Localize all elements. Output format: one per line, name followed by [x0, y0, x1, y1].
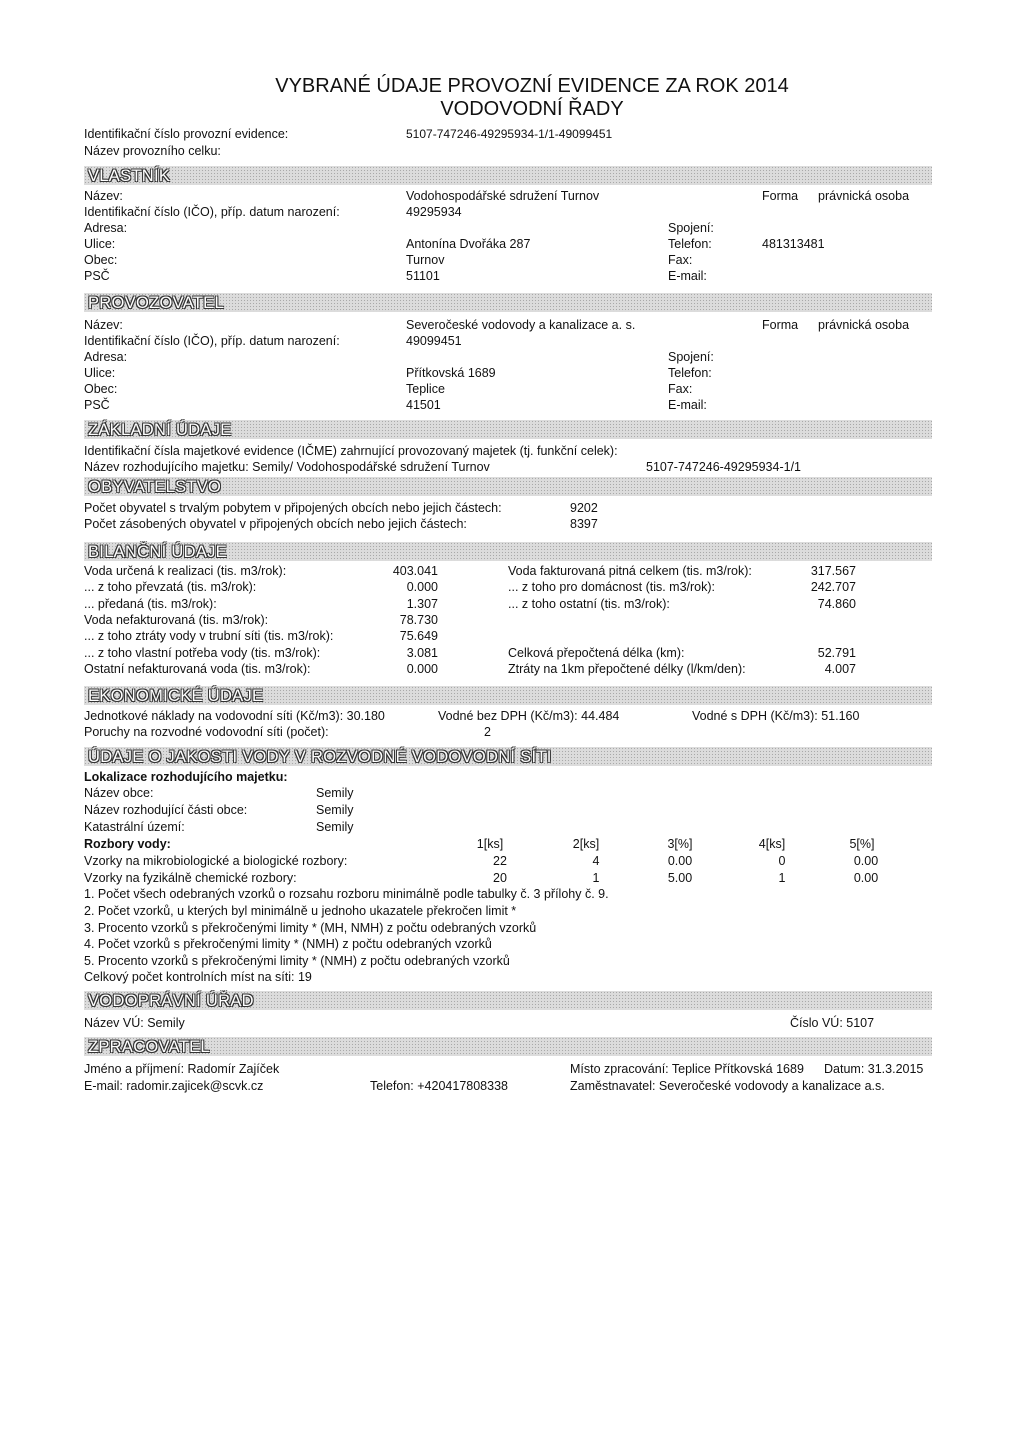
operator-address-label: Adresa: — [84, 350, 128, 364]
owner-zip-value: 51101 — [406, 269, 440, 283]
water-authority-number: Číslo VÚ: 5107 — [790, 1016, 875, 1030]
processor-phone: Telefon: +420417808338 — [370, 1079, 508, 1093]
balance-right-label: Celková přepočtená délka (km): — [508, 646, 685, 660]
balance-left-label: ... předaná (tis. m3/rok): — [84, 597, 217, 611]
evidence-id-label: Identifikační číslo provozní evidence: — [84, 127, 289, 141]
owner-street-value: Antonína Dvořáka 287 — [406, 237, 531, 251]
table-cell: 0.00 — [853, 871, 879, 885]
balance-right-value: 242.707 — [810, 580, 856, 594]
balance-left-value: 0.000 — [406, 580, 438, 594]
owner-city-value: Turnov — [406, 253, 445, 267]
operator-email-label: E-mail: — [668, 398, 707, 412]
owner-phone-value: 481313481 — [762, 237, 825, 251]
water-authority-name: Název VÚ: Semily — [84, 1016, 185, 1030]
balance-right-label: Ztráty na 1km přepočtené délky (l/km/den): — [508, 662, 746, 676]
table-header-col1: 1[ks] — [476, 837, 504, 851]
operator-ico-value: 49099451 — [406, 334, 462, 348]
operator-street-value: Přítkovská 1689 — [406, 366, 496, 380]
note-2: 2. Počet vzorků, u kterých byl minimálně u jednoho ukazatele překročen limit * — [84, 904, 517, 918]
owner-name-label: Název: — [84, 189, 123, 203]
section-bar-provozovatel — [84, 293, 932, 312]
balance-left-label: ... z toho vlastní potřeba vody (tis. m3/rok): — [84, 646, 321, 660]
owner-ico-label: Identifikační číslo (IČO), příp. datum narození: — [84, 205, 340, 219]
table-header-col5: 5[%] — [849, 837, 875, 851]
balance-left-value: 1.307 — [406, 597, 438, 611]
operator-zip-label: PSČ — [84, 398, 110, 412]
table-row-label: Vzorky na fyzikálně chemické rozbory: — [84, 871, 297, 885]
operator-street-label: Ulice: — [84, 366, 116, 380]
table-cell: 1 — [592, 871, 600, 885]
owner-zip-label: PSČ — [84, 269, 110, 283]
table-header-col3: 3[%] — [667, 837, 693, 851]
balance-right-label: Voda fakturovaná pitná celkem (tis. m3/rok): — [508, 564, 752, 578]
municipality-part-value: Semily — [316, 803, 354, 817]
municipality-value: Semily — [316, 786, 354, 800]
balance-right-value: 4.007 — [824, 662, 856, 676]
operator-name-label: Název: — [84, 318, 123, 332]
balance-left-value: 78.730 — [399, 613, 438, 627]
balance-left-value: 0.000 — [406, 662, 438, 676]
control-points-count: Celkový počet kontrolních míst na síti: 19 — [84, 970, 312, 984]
processor-email: E-mail: radomir.zajicek@scvk.cz — [84, 1079, 264, 1093]
operator-contact-label: Spojení: — [668, 350, 714, 364]
operator-ico-label: Identifikační číslo (IČO), příp. datum narození: — [84, 334, 340, 348]
processor-date: Datum: 31.3.2015 — [824, 1062, 924, 1076]
owner-form-label: Forma — [762, 189, 799, 203]
balance-left-label: Voda určená k realizaci (tis. m3/rok): — [84, 564, 287, 578]
water-price-with-vat: Vodné s DPH (Kč/m3): 51.160 — [692, 709, 860, 723]
section-bar-obyvatelstvo — [84, 477, 932, 496]
table-cell: 1 — [778, 871, 786, 885]
balance-left-label: ... z toho ztráty vody v trubní síti (tis. m3/rok): — [84, 629, 334, 643]
table-cell: 0.00 — [667, 854, 693, 868]
unit-name-label: Název provozního celku: — [84, 144, 221, 158]
section-heading-bilancni: BILANČNÍ ÚDAJE — [88, 543, 227, 561]
balance-left-value: 75.649 — [399, 629, 438, 643]
failures-value: 2 — [484, 725, 491, 739]
operator-form-value: právnická osoba — [818, 318, 910, 332]
section-heading-provozovatel: PROVOZOVATEL — [88, 294, 224, 312]
population-permanent-value: 9202 — [570, 501, 598, 515]
processor-place: Místo zpracování: Teplice Přítkovská 1689 — [570, 1062, 804, 1076]
owner-email-label: E-mail: — [668, 269, 707, 283]
table-header-col2: 2[ks] — [572, 837, 600, 851]
operator-phone-label: Telefon: — [668, 366, 712, 380]
operator-form-label: Forma — [762, 318, 799, 332]
section-heading-obyvatelstvo: OBYVATELSTVO — [88, 478, 222, 496]
note-5: 5. Procento vzorků s překročenými limity * (NMH) z počtu odebraných vzorků — [84, 954, 510, 968]
operator-city-value: Teplice — [406, 382, 445, 396]
owner-phone-label: Telefon: — [668, 237, 712, 251]
owner-ico-value: 49295934 — [406, 205, 462, 219]
analyses-label: Rozbory vody: — [84, 837, 171, 851]
balance-right-value: 74.860 — [817, 597, 856, 611]
table-cell: 4 — [592, 854, 600, 868]
evidence-id-value: 5107-747246-49295934-1/1-49099451 — [406, 127, 613, 141]
owner-form-value: právnická osoba — [818, 189, 910, 203]
population-supplied-value: 8397 — [570, 517, 598, 531]
owner-name-value: Vodohospodářské sdružení Turnov — [406, 189, 600, 203]
processor-name: Jméno a příjmení: Radomír Zajíček — [84, 1062, 280, 1076]
section-bar-bilancni — [84, 542, 932, 561]
balance-left-label: Voda nefakturovaná (tis. m3/rok): — [84, 613, 269, 627]
processor-employer: Zaměstnavatel: Severočeské vodovody a kanalizace a.s. — [570, 1079, 885, 1093]
section-heading-zpracovatel: ZPRACOVATEL — [88, 1038, 210, 1056]
table-cell: 5.00 — [667, 871, 693, 885]
section-heading-vodopravni: VODOPRÁVNÍ ÚŘAD — [88, 992, 254, 1010]
operator-name-value: Severočeské vodovody a kanalizace a. s. — [406, 318, 636, 332]
section-bar-vlastnik — [84, 166, 932, 185]
table-row-label: Vzorky na mikrobiologické a biologické rozbory: — [84, 854, 348, 868]
table-cell: 22 — [493, 854, 507, 868]
owner-street-label: Ulice: — [84, 237, 116, 251]
population-permanent-label: Počet obyvatel s trvalým pobytem v připojených obcích nebo jejich částech: — [84, 501, 502, 515]
section-heading-zakladni: ZÁKLADNÍ ÚDAJE — [88, 421, 232, 439]
owner-contact-label: Spojení: — [668, 221, 714, 235]
section-bar-jakost — [84, 747, 932, 766]
page-subtitle: VODOVODNÍ ŘADY — [440, 98, 624, 120]
note-4: 4. Počet vzorků s překročenými limity * (NMH) z počtu odebraných vzorků — [84, 937, 492, 951]
section-bar-zakladni — [84, 420, 932, 439]
operator-fax-label: Fax: — [668, 382, 693, 396]
cadastral-label: Katastrální území: — [84, 820, 185, 834]
main-asset-id: 5107-747246-49295934-1/1 — [646, 460, 801, 474]
municipality-part-label: Název rozhodující části obce: — [84, 803, 248, 817]
note-1: 1. Počet všech odebraných vzorků o rozsahu rozboru minimálně podle tabulky č. 3 přílohy č. 9. — [84, 887, 609, 901]
section-heading-ekonomicke: EKONOMICKÉ ÚDAJE — [88, 687, 264, 705]
balance-left-value: 3.081 — [406, 646, 438, 660]
section-bar-zpracovatel — [84, 1037, 932, 1056]
section-heading-jakost: ÚDAJE O JAKOSTI VODY V ROZVODNÉ VODOVODNÍ SÍTI — [88, 748, 552, 766]
section-bar-vodopravni — [84, 991, 932, 1010]
balance-right-label: ... z toho pro domácnost (tis. m3/rok): — [508, 580, 716, 594]
note-3: 3. Procento vzorků s překročenými limity * (MH, NMH) z počtu odebraných vzorků — [84, 921, 537, 935]
unit-costs: Jednotkové náklady na vodovodní síti (Kč/m3): 30.180 — [84, 709, 385, 723]
localization-heading: Lokalizace rozhodujícího majetku: — [84, 770, 288, 784]
balance-right-label: ... z toho ostatní (tis. m3/rok): — [508, 597, 670, 611]
table-cell: 0.00 — [853, 854, 879, 868]
balance-left-label: ... z toho převzatá (tis. m3/rok): — [84, 580, 257, 594]
cadastral-value: Semily — [316, 820, 354, 834]
balance-right-value: 317.567 — [810, 564, 856, 578]
owner-fax-label: Fax: — [668, 253, 693, 267]
population-supplied-label: Počet zásobených obyvatel v připojených obcích nebo jejich částech: — [84, 517, 467, 531]
table-cell: 20 — [493, 871, 507, 885]
water-price-without-vat: Vodné bez DPH (Kč/m3): 44.484 — [438, 709, 620, 723]
page-title: VYBRANÉ ÚDAJE PROVOZNÍ EVIDENCE ZA ROK 2014 — [275, 75, 789, 97]
icme-line: Identifikační čísla majetkové evidence (IČME) zahrnující provozovaný majetek (tj. funkční celek): — [84, 444, 618, 458]
table-cell: 0 — [778, 854, 786, 868]
operator-city-label: Obec: — [84, 382, 118, 396]
failures-label: Poruchy na rozvodné vodovodní síti (počet): — [84, 725, 329, 739]
section-bar-ekonomicke — [84, 686, 932, 705]
owner-address-label: Adresa: — [84, 221, 128, 235]
balance-right-value: 52.791 — [817, 646, 856, 660]
balance-left-value: 403.041 — [392, 564, 438, 578]
owner-city-label: Obec: — [84, 253, 118, 267]
balance-left-label: Ostatní nefakturovaná voda (tis. m3/rok): — [84, 662, 311, 676]
municipality-label: Název obce: — [84, 786, 154, 800]
operator-zip-value: 41501 — [406, 398, 441, 412]
table-header-col4: 4[ks] — [758, 837, 786, 851]
main-asset-name: Název rozhodujícího majetku: Semily/ Vodohospodářské sdružení Turnov — [84, 460, 490, 474]
section-heading-vlastnik: VLASTNÍK — [88, 167, 171, 185]
